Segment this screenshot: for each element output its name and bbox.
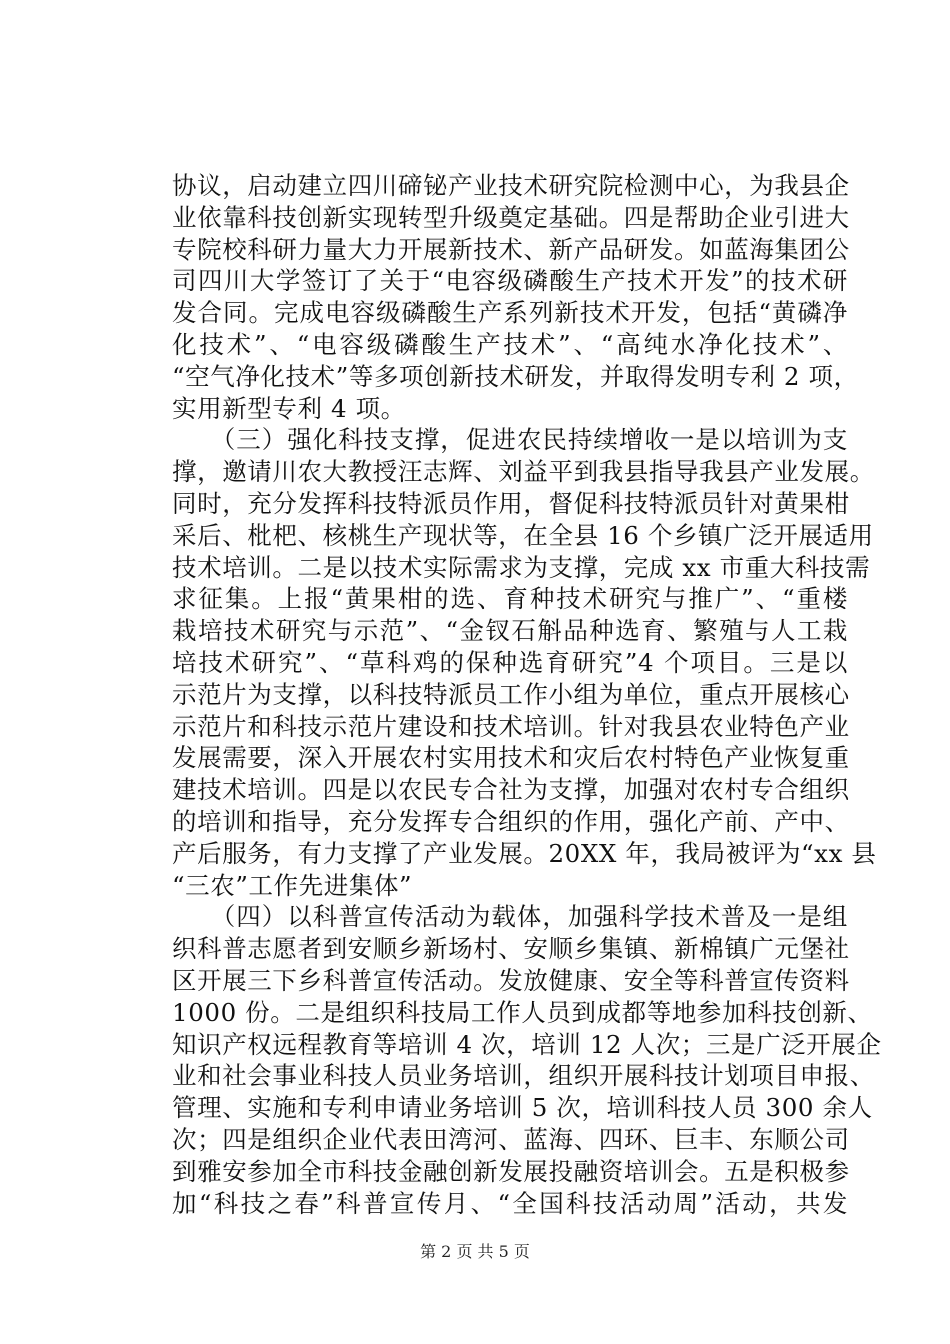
text-line: 发合同。完成电容级磷酸生产系列新技术开发，包括“黄磷净 (172, 298, 848, 328)
text-line: 培技术研究”、“草科鸡的保种选育研究”4 个项目。三是以 (172, 647, 848, 677)
text-line: 专院校科研力量大力开展新技术、新产品研发。如蓝海集团公 (172, 234, 850, 264)
text-line: 加“科技之春”科普宣传月、“全国科技活动周”活动，共发 (172, 1188, 848, 1218)
text-line: 栽培技术研究与示范”、“金钗石斛品种选育、繁殖与人工栽 (172, 616, 848, 646)
text-line: 求征集。上报“黄果柑的选、育种技术研究与推广”、“重楼 (172, 584, 848, 614)
text-line: “空气净化技术”等多项创新技术研发，并取得发明专利 2 项， (172, 361, 859, 391)
text-line: 撑，邀请川农大教授汪志辉、刘益平到我县指导我县产业发展。 (172, 457, 875, 487)
text-line: 化技术”、“电容级磷酸生产技术”、“高纯水净化技术”、 (172, 329, 848, 359)
text-line: 司四川大学签订了关于“电容级磷酸生产技术开发”的技术研 (172, 266, 848, 296)
text-line: 业和社会事业科技人员业务培训，组织开展科技计划项目申报、 (172, 1061, 875, 1091)
text-line: 知识产权远程教育等培训 4 次，培训 12 人次；三是广泛开展企 (172, 1029, 882, 1059)
document-body (172, 170, 882, 1219)
text-line: 管理、实施和专利申请业务培训 5 次，培训科技人员 300 余人 (172, 1093, 873, 1123)
text-line: 次；四是组织企业代表田湾河、蓝海、四环、巨丰、东顺公司 (172, 1124, 850, 1154)
page-footer: 第 2 页 共 5 页 (420, 1242, 530, 1261)
text-line: “三农”工作先进集体” (172, 870, 413, 900)
text-line: 织科普志愿者到安顺乡新场村、安顺乡集镇、新棉镇广元堡社 (172, 934, 850, 964)
text-line: 业依靠科技创新实现转型升级奠定基础。四是帮助企业引进大 (172, 202, 850, 232)
text-line: 发展需要，深入开展农村实用技术和灾后农村特色产业恢复重 (172, 743, 850, 773)
text-line: 同时，充分发挥科技特派员作用，督促科技特派员针对黄果柑 (172, 488, 850, 518)
text-line: 区开展三下乡科普宣传活动。发放健康、安全等科普宣传资料 (172, 965, 850, 995)
text-line: 采后、枇杷、核桃生产现状等，在全县 16 个乡镇广泛开展适用 (172, 520, 874, 550)
text-line: 建技术培训。四是以农民专合社为支撑，加强对农村专合组织 (172, 775, 850, 805)
text-line: 示范片和科技示范片建设和技术培训。针对我县农业特色产业 (172, 711, 850, 741)
text-line: 协议，启动建立四川碲铋产业技术研究院检测中心，为我县企 (172, 171, 850, 200)
text-line: 产后服务，有力支撑了产业发展。20XX 年，我局被评为“xx 县 (172, 838, 877, 868)
text-line: 到雅安参加全市科技金融创新发展投融资培训会。五是积极参 (172, 1156, 850, 1186)
text-line: 的培训和指导，充分发挥专合组织的作用，强化产前、产中、 (172, 806, 850, 836)
text-line: 实用新型专利 4 项。 (172, 393, 406, 423)
text-line: （四）以科普宣传活动为载体，加强科学技术普及一是组 (172, 902, 848, 932)
text-line: （三）强化科技支撑，促进农民持续增收一是以培训为支 (172, 425, 848, 455)
text-line: 示范片为支撑，以科技特派员工作小组为单位，重点开展核心 (172, 679, 850, 709)
text-line: 技术培训。二是以技术实际需求为支撑，完成 xx 市重大科技需 (172, 552, 871, 582)
text-line: 1000 份。二是组织科技局工作人员到成都等地参加科技创新、 (172, 997, 873, 1027)
